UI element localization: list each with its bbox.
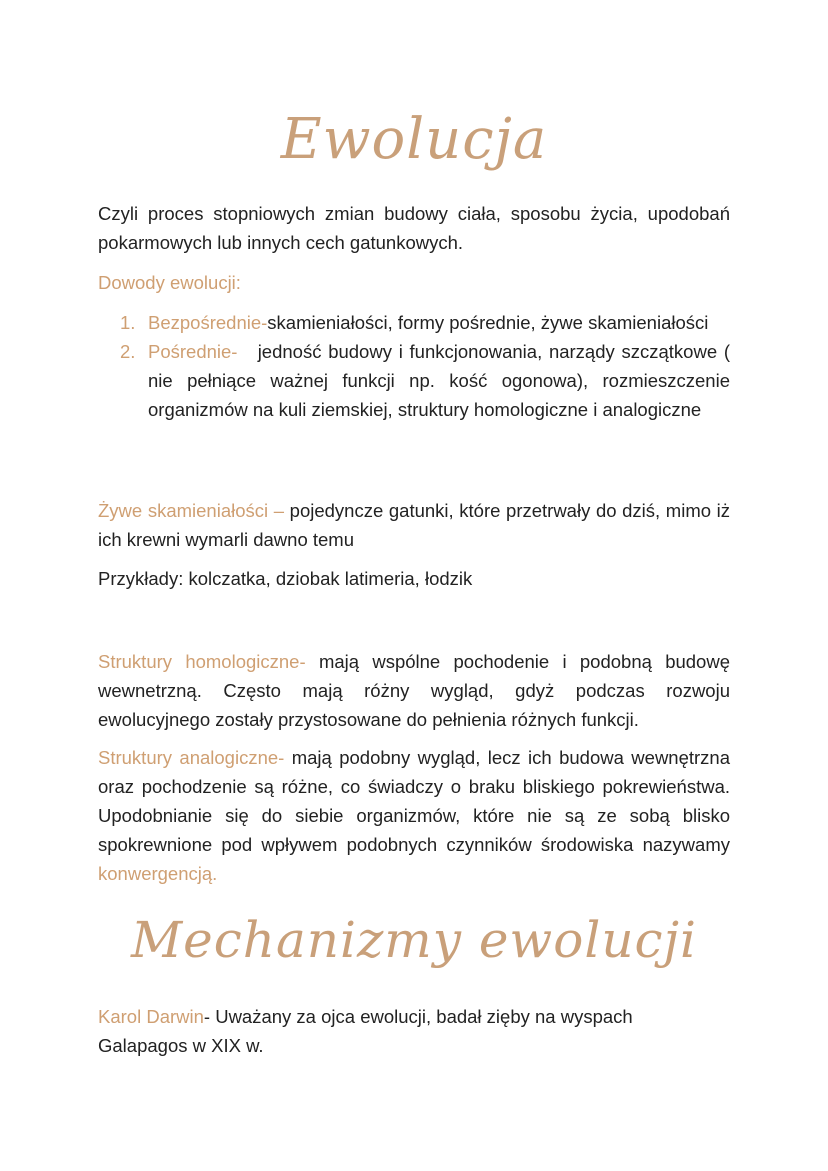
list-label: Pośrednie- [148,341,238,362]
term-label: Żywe skamieniałości – [98,500,285,521]
list-item [98,308,730,337]
definition-text: mają podobny wygląd, lecz ich budowa wewnętrzna oraz pochodzenie są różne, co świadczy o braku bliskiego pokrewieństwa. Upodobnianie się do siebie organizmów, które nie są ze sobą blisko spokrewnione pod wpływem podobnych czynników środowiska nazywamy [98,747,731,855]
person-name: Karol Darwin [98,1006,204,1027]
definition-text: mają wspólne pochodenie i podobną budowę wewnetrzną. Często mają różny wygląd, gdyż podczas rozwoju ewolucyjnego zostały przystosowane do pełnienia różnych funkcji. [98,651,730,730]
intro-paragraph: Czyli proces stopniowych zmian budowy ciała, sposobu życia, upodobań pokarmowych lub innych cech gatunkowych. [98,203,730,253]
evidence-heading: Dowody ewolucji: [98,272,241,293]
term-label: Struktury homologiczne- [98,651,306,672]
definition-text: pojedyncze gatunki, które przetrwały do dziś, mimo iż ich krewni wymarli dawno temu [98,500,730,550]
list-text: skamieniałości, formy pośrednie, żywe skamieniałości [267,312,709,333]
list-number: 1. [120,312,136,333]
list-item [98,337,730,424]
list-text: jedność budowy i funkcjonowania, narządy szczątkowe ( nie pełniące ważnej funkcji np. kość ogonowa), rozmieszczenie organizmów na kuli ziemskiej, struktury homologiczne i analogiczne [148,341,731,420]
darwin-text: - Uważany za ojca ewolucji, badał zięby na wyspach Galapagos w XIX w. [98,1006,633,1056]
homologous-paragraph [98,647,730,734]
analogous-paragraph [98,743,730,888]
list-label: Bezpośrednie- [148,312,268,333]
section-title: Mechanizmy ewolucji [130,911,698,969]
living-fossils-paragraph [98,496,730,554]
examples-paragraph: Przykłady: kolczatka, dziobak latimeria, łodzik [98,568,473,589]
page-title: Ewolucja [280,107,548,172]
term-label: Struktury analogiczne- [98,747,285,768]
evidence-list [98,308,730,424]
term-highlight: konwergencją. [98,863,218,884]
list-number: 2. [120,341,136,362]
darwin-paragraph [98,1002,678,1060]
